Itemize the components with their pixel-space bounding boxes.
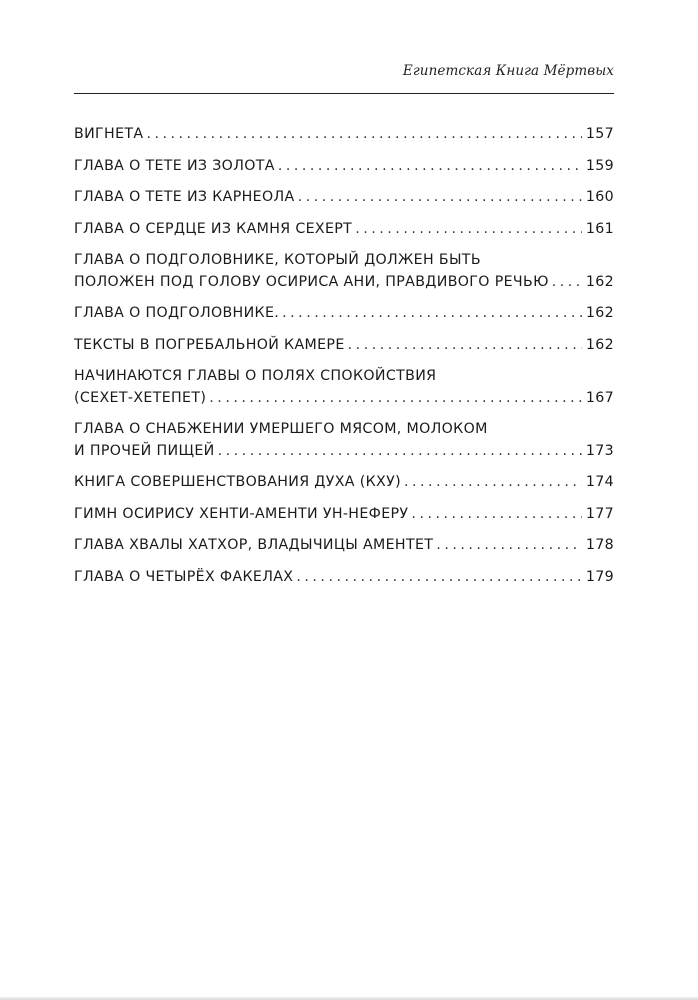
dot-leader xyxy=(218,441,582,463)
toc-entry-title: ГИМН ОСИРИСУ ХЕНТИ-АМЕНТИ УН-НЕФЕРУ xyxy=(74,505,409,522)
toc-entry-title: ГЛАВА О СЕРДЦЕ ИЗ КАМНЯ СЕХЕРТ xyxy=(74,220,353,237)
dot-leader xyxy=(209,388,582,410)
toc-line xyxy=(74,272,614,294)
toc-page-number: 179 xyxy=(585,568,614,585)
toc-entry[interactable] xyxy=(74,535,614,557)
toc-entry[interactable] xyxy=(74,219,614,241)
toc-line xyxy=(74,187,614,209)
toc-entry[interactable] xyxy=(74,366,614,409)
toc-entry[interactable] xyxy=(74,419,614,462)
toc-line xyxy=(74,567,614,589)
toc-entry[interactable] xyxy=(74,187,614,209)
toc-line xyxy=(74,472,614,494)
toc-entry-title: ГЛАВА О ПОДГОЛОВНИКЕ. xyxy=(74,305,280,321)
toc-entry-title: ВИГНЕТА xyxy=(74,126,144,142)
toc-line xyxy=(74,303,614,325)
toc-line xyxy=(74,156,614,178)
dot-leader xyxy=(348,335,582,357)
toc-line xyxy=(74,124,614,146)
toc-entry[interactable] xyxy=(74,156,614,178)
toc-entry[interactable] xyxy=(74,335,614,357)
dot-leader xyxy=(298,187,582,209)
toc-entry-title-line: НАЧИНАЮТСЯ ГЛАВЫ О ПОЛЯХ СПОКОЙСТВИЯ xyxy=(74,368,437,384)
dot-leader xyxy=(411,504,581,526)
dot-leader xyxy=(436,535,582,557)
toc-line xyxy=(74,219,614,241)
toc-page-number: 177 xyxy=(585,505,614,522)
toc-entry-title: И ПРОЧЕЙ ПИЩЕЙ xyxy=(74,442,215,459)
toc-page-number: 178 xyxy=(585,537,614,553)
header-rule xyxy=(74,93,614,94)
toc-page-number: 161 xyxy=(585,220,614,237)
toc-line xyxy=(74,504,614,526)
toc-entry-title: ГЛАВА О ЧЕТЫРЁХ ФАКЕЛАХ xyxy=(74,568,294,585)
toc-entry-title: ГЛАВА О ТЕТЕ ИЗ КАРНЕОЛА xyxy=(74,189,295,205)
table-of-contents xyxy=(74,124,614,598)
toc-entry-title: ТЕКСТЫ В ПОГРЕБАЛЬНОЙ КАМЕРЕ xyxy=(74,336,345,353)
toc-entry-title-line: ГЛАВА О ПОДГОЛОВНИКЕ, КОТОРЫЙ ДОЛЖЕН БЫТЬ xyxy=(74,252,481,268)
dot-leader xyxy=(552,272,582,294)
toc-page-number: 162 xyxy=(585,305,614,321)
toc-entry[interactable] xyxy=(74,504,614,526)
toc-entry-title: ПОЛОЖЕН ПОД ГОЛОВУ ОСИРИСА АНИ, ПРАВДИВОГО РЕЧЬЮ xyxy=(74,273,549,290)
dot-leader xyxy=(404,472,582,494)
dot-leader xyxy=(355,219,582,241)
toc-entry[interactable] xyxy=(74,124,614,146)
toc-page-number: 162 xyxy=(585,273,614,290)
running-header: Египетская Книга Мёртвых xyxy=(402,63,614,79)
toc-page-number: 174 xyxy=(585,474,614,490)
toc-page-number: 160 xyxy=(585,189,614,205)
toc-entry[interactable] xyxy=(74,303,614,325)
toc-line xyxy=(74,335,614,357)
toc-page-number: 173 xyxy=(585,442,614,459)
toc-entry-title: ГЛАВА ХВАЛЫ ХАТХОР, ВЛАДЫЧИЦЫ АМЕНТЕТ xyxy=(74,537,434,553)
toc-entry[interactable] xyxy=(74,567,614,589)
toc-page-number: 167 xyxy=(585,389,614,406)
toc-entry[interactable] xyxy=(74,250,614,293)
dot-leader xyxy=(146,124,581,146)
toc-entry-title: КНИГА СОВЕРШЕНСТВОВАНИЯ ДУХА (КХУ) xyxy=(74,474,401,490)
toc-page-number: 162 xyxy=(585,336,614,353)
toc-line xyxy=(74,441,614,463)
toc-entry-title: ГЛАВА О ТЕТЕ ИЗ ЗОЛОТА xyxy=(74,157,275,174)
toc-entry-title: (СЕХЕТ-ХЕТЕПЕТ) xyxy=(74,389,207,406)
dot-leader xyxy=(296,567,581,589)
toc-line xyxy=(74,535,614,557)
toc-page-number: 159 xyxy=(585,157,614,174)
toc-entry[interactable] xyxy=(74,472,614,494)
dot-leader xyxy=(282,303,582,325)
toc-line xyxy=(74,388,614,410)
toc-entry-title-line: ГЛАВА О СНАБЖЕНИИ УМЕРШЕГО МЯСОМ, МОЛОКОМ xyxy=(74,421,488,437)
dot-leader xyxy=(278,156,582,178)
toc-page-number: 157 xyxy=(585,126,614,142)
